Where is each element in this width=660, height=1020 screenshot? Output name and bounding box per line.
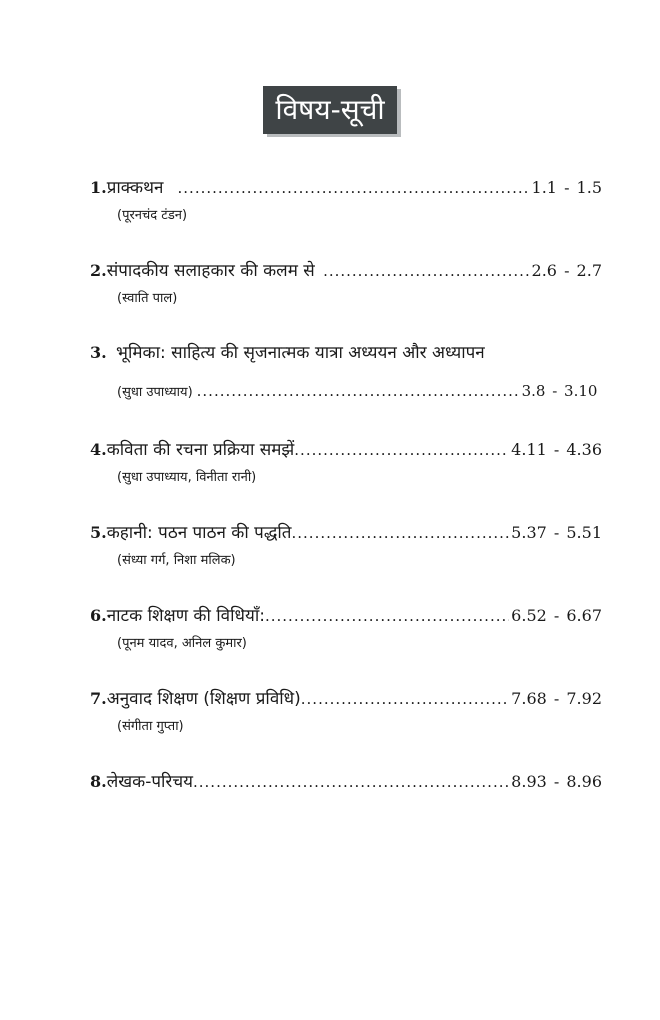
entry-authors: (पूनम यादव, अनिल कुमार) xyxy=(117,636,247,651)
toc-entry xyxy=(90,340,602,412)
entry-pages: 1.1 - 1.5 xyxy=(531,178,602,197)
entry-authors: (स्वाति पाल) xyxy=(117,291,178,306)
dot-leader xyxy=(265,607,509,625)
entry-authors: (सुधा उपाध्याय, विनीता रानी) xyxy=(117,470,257,485)
toc-entry xyxy=(90,686,602,738)
toc-entry xyxy=(90,258,602,310)
dot-leader xyxy=(178,179,530,197)
entry-number: 3. xyxy=(90,343,107,362)
entry-title: कविता की रचना प्रक्रिया समझें xyxy=(106,440,295,460)
entry-authors: (पूरनचंद टंडन) xyxy=(117,208,188,223)
entry-number: 8. xyxy=(90,772,107,791)
entry-number: 7. xyxy=(90,689,107,708)
entry-authors: (संगीता गुप्ता) xyxy=(117,719,184,734)
entry-title: कहानी: पठन पाठन की पद्धति xyxy=(106,523,292,543)
entry-pages: 3.8 - 3.10 xyxy=(521,382,598,400)
entry-number: 2. xyxy=(90,261,107,280)
entry-number: 5. xyxy=(90,523,107,542)
entry-pages: 6.52 - 6.67 xyxy=(511,606,602,625)
toc-entry xyxy=(90,175,602,227)
entry-number: 6. xyxy=(90,606,107,625)
toc-entry xyxy=(90,520,602,572)
dot-leader xyxy=(193,773,509,791)
dot-leader xyxy=(301,690,509,708)
dot-leader xyxy=(197,382,520,400)
toc-entry xyxy=(90,437,602,489)
toc-entry xyxy=(90,769,602,799)
entry-pages: 5.37 - 5.51 xyxy=(511,523,602,542)
entry-pages: 2.6 - 2.7 xyxy=(531,261,602,280)
toc-entry xyxy=(90,603,602,655)
page-title: विषय-सूची xyxy=(263,86,396,134)
entry-title: प्राक्कथन xyxy=(106,178,164,198)
entry-title: लेखक-परिचय xyxy=(106,772,193,792)
dot-leader xyxy=(292,524,510,542)
entry-number: 1. xyxy=(90,178,107,197)
dot-leader xyxy=(294,441,509,459)
entry-authors: (संध्या गर्ग, निशा मलिक) xyxy=(117,553,236,568)
entry-number: 4. xyxy=(90,440,107,459)
entry-title: नाटक शिक्षण की विधियाँ: xyxy=(106,606,265,626)
entry-pages: 4.11 - 4.36 xyxy=(511,440,602,459)
entry-pages: 7.68 - 7.92 xyxy=(511,689,602,708)
entry-authors: (सुधा उपाध्याय) xyxy=(117,385,193,400)
dot-leader xyxy=(323,262,529,280)
entry-title: भूमिका: साहित्य की सृजनात्मक यात्रा अध्ययन और अध्यापन xyxy=(116,343,485,363)
entry-title: अनुवाद शिक्षण (शिक्षण प्रविधि) xyxy=(106,689,301,709)
entry-title: संपादकीय सलाहकार की कलम से xyxy=(106,261,315,281)
entry-pages: 8.93 - 8.96 xyxy=(511,772,602,791)
